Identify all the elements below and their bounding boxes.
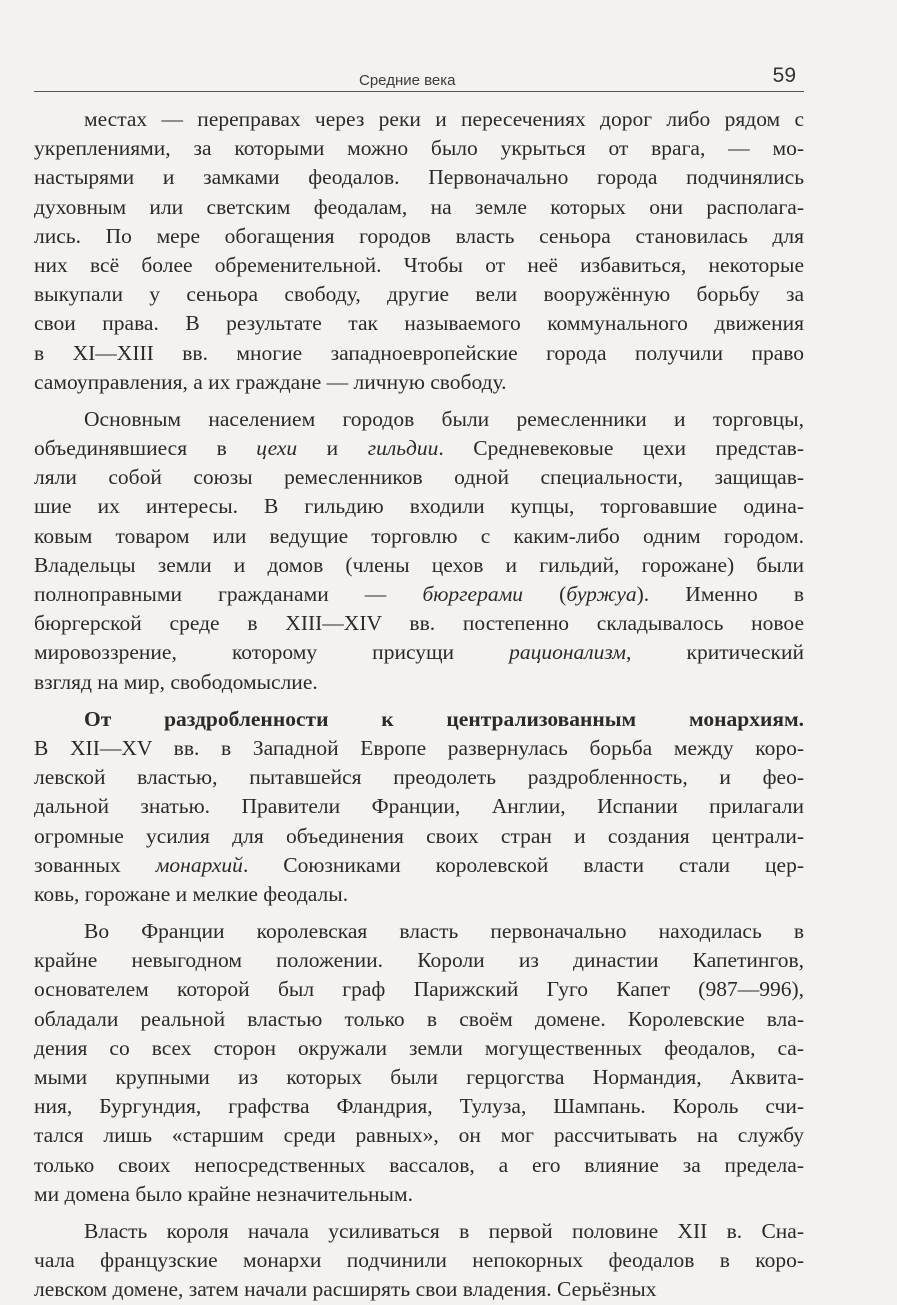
- text-line: [34, 1151, 804, 1180]
- text-line: [34, 668, 804, 697]
- text-line: [34, 880, 804, 909]
- paragraph: [34, 705, 804, 909]
- text-line: [34, 222, 804, 251]
- text-line: [34, 1092, 804, 1121]
- text-run: , критический: [626, 640, 804, 665]
- text-run: чала французские монархи подчинили непокорных феодалов в коро-: [34, 1248, 804, 1273]
- text-run: ляли собой союзы ремесленников одной специальности, защищав-: [34, 465, 804, 490]
- text-run: . Средневековые цехи представ-: [438, 436, 804, 461]
- text-line: [34, 251, 804, 280]
- text-run: зованных: [34, 852, 156, 877]
- text-line: [34, 134, 804, 163]
- text-run: только своих непосредственных вассалов, а его влияние за предела-: [34, 1152, 804, 1177]
- text-run: укреплениями, за которыми можно было укрыться от врага, — мо-: [34, 136, 804, 161]
- text-line: [34, 280, 804, 309]
- text-run: самоуправления, а их граждане — личную свободу.: [34, 369, 507, 394]
- text-run: выкупали у сеньора свободу, другие вели вооружённую борьбу за: [34, 282, 804, 307]
- text-line: [34, 1180, 804, 1209]
- text-line: [34, 1034, 804, 1063]
- text-line: [34, 163, 804, 192]
- paragraph: [34, 405, 804, 697]
- text-line: [34, 463, 804, 492]
- text-line: [34, 1217, 804, 1246]
- paragraph: [34, 105, 804, 397]
- bold-heading: От раздробленности к централизованным монархиям.: [84, 706, 804, 731]
- text-run: духовным или светским феодалам, на земле которых они располага-: [34, 194, 804, 219]
- italic-term: цехи: [256, 436, 298, 461]
- text-run: них всё более обременительной. Чтобы от неё избавиться, некоторые: [34, 252, 804, 277]
- text-run: Во Франции королевская власть первоначально находилась в: [84, 919, 804, 944]
- text-line: [34, 339, 804, 368]
- text-line: [34, 1246, 804, 1275]
- page-header: [34, 62, 804, 92]
- text-run: обладали реальной властью только в своём домене. Королевские вла-: [34, 1006, 804, 1031]
- text-run: левской властью, пытавшейся преодолеть раздробленность, и фео-: [34, 765, 804, 790]
- text-line: [34, 1121, 804, 1150]
- italic-term: бюргерами: [422, 582, 524, 606]
- text-line: [34, 975, 804, 1004]
- text-run: Владельцы земли и домов (члены цехов и гильдий, горожане) были: [34, 552, 804, 577]
- text-run: дения со всех сторон окружали земли могущественных феодалов, са-: [34, 1035, 804, 1060]
- text-run: шие их интересы. В гильдию входили купцы, торговавшие одина-: [34, 494, 804, 519]
- text-run: взгляд на мир, свободомыслие.: [34, 669, 318, 694]
- text-line: [34, 309, 804, 338]
- header-rule: [34, 91, 804, 92]
- text-run: ми домена было крайне незначительным.: [34, 1181, 413, 1206]
- text-line: [34, 609, 804, 638]
- text-line: [34, 851, 804, 880]
- text-run: Власть короля начала усиливаться в первой половине XII в. Сна-: [84, 1218, 804, 1243]
- running-title: Средние века: [359, 72, 456, 89]
- text-line: [34, 405, 804, 434]
- text-line: [34, 734, 804, 763]
- text-line: [34, 792, 804, 821]
- text-run: в XI—XIII вв. многие западноевропейские города получили право: [34, 340, 804, 365]
- page-number: 59: [772, 64, 796, 87]
- text-line: [34, 822, 804, 851]
- italic-term: рационализм: [509, 640, 627, 665]
- text-run: . Союзниками королевской власти стали цер-: [242, 852, 804, 877]
- text-run: настырями и замками феодалов. Первоначально города подчинялись: [34, 165, 804, 190]
- text-line: [34, 551, 804, 580]
- text-line: [34, 193, 804, 222]
- paragraph: [34, 1217, 804, 1305]
- text-line: [34, 1063, 804, 1092]
- text-run: лись. По мере обогащения городов власть сеньора становилась для: [34, 223, 804, 248]
- text-run: местах — переправах через реки и пересечениях дорог либо рядом с: [84, 107, 804, 131]
- text-line: [34, 580, 804, 609]
- text-run: огромные усилия для объединения своих стран и создания централи-: [34, 823, 804, 848]
- italic-term: буржуа: [566, 582, 637, 606]
- italic-term: гильдии: [367, 436, 439, 461]
- text-run: полноправными гражданами —: [34, 582, 423, 606]
- paragraph: [34, 917, 804, 1209]
- text-line: [34, 638, 804, 667]
- body-text: [34, 105, 804, 1305]
- text-line: [34, 705, 804, 734]
- text-run: Основным населением городов были ремесленники и торговцы,: [84, 406, 804, 431]
- text-line: [34, 1005, 804, 1034]
- text-run: крайне невыгодном положении. Короли из династии Капетингов,: [34, 948, 804, 973]
- text-run: мыми крупными из которых были герцогства Нормандия, Аквита-: [34, 1065, 804, 1089]
- text-run: дальной знатью. Правители Франции, Англии, Испании прилагали: [34, 794, 804, 819]
- text-line: [34, 946, 804, 975]
- text-line: [34, 522, 804, 551]
- text-run: (: [523, 582, 567, 606]
- text-run: и: [297, 436, 368, 461]
- italic-term: монархий: [155, 852, 243, 877]
- text-run: В XII—XV вв. в Западной Европе развернулась борьба между коро-: [34, 735, 804, 760]
- text-run: объединявшиеся в: [34, 436, 257, 461]
- text-line: [34, 368, 804, 397]
- text-run: ). Именно в: [636, 582, 804, 606]
- text-run: тался лишь «старшим среди равных», он мог рассчитывать на службу: [34, 1123, 804, 1148]
- text-run: мировоззрение, которому присущи: [34, 640, 510, 665]
- text-line: [34, 492, 804, 521]
- text-run: ния, Бургундия, графства Фландрия, Тулуза, Шампань. Король счи-: [34, 1094, 804, 1119]
- text-line: [34, 1275, 804, 1304]
- text-run: ковым товаром или ведущие торговлю с каким-либо одним городом.: [34, 523, 804, 548]
- text-run: бюргерской среде в XIII—XIV вв. постепенно складывалось новое: [34, 611, 804, 636]
- text-line: [34, 434, 804, 463]
- text-run: свои права. В результате так называемого коммунального движения: [34, 311, 804, 336]
- text-line: [34, 105, 804, 134]
- text-line: [34, 763, 804, 792]
- text-run: основателем которой был граф Парижский Гуго Капет (987—996),: [34, 977, 804, 1002]
- text-run: левском домене, затем начали расширять свои владения. Серьёзных: [34, 1277, 657, 1302]
- text-line: [34, 917, 804, 946]
- text-run: ковь, горожане и мелкие феодалы.: [34, 881, 349, 906]
